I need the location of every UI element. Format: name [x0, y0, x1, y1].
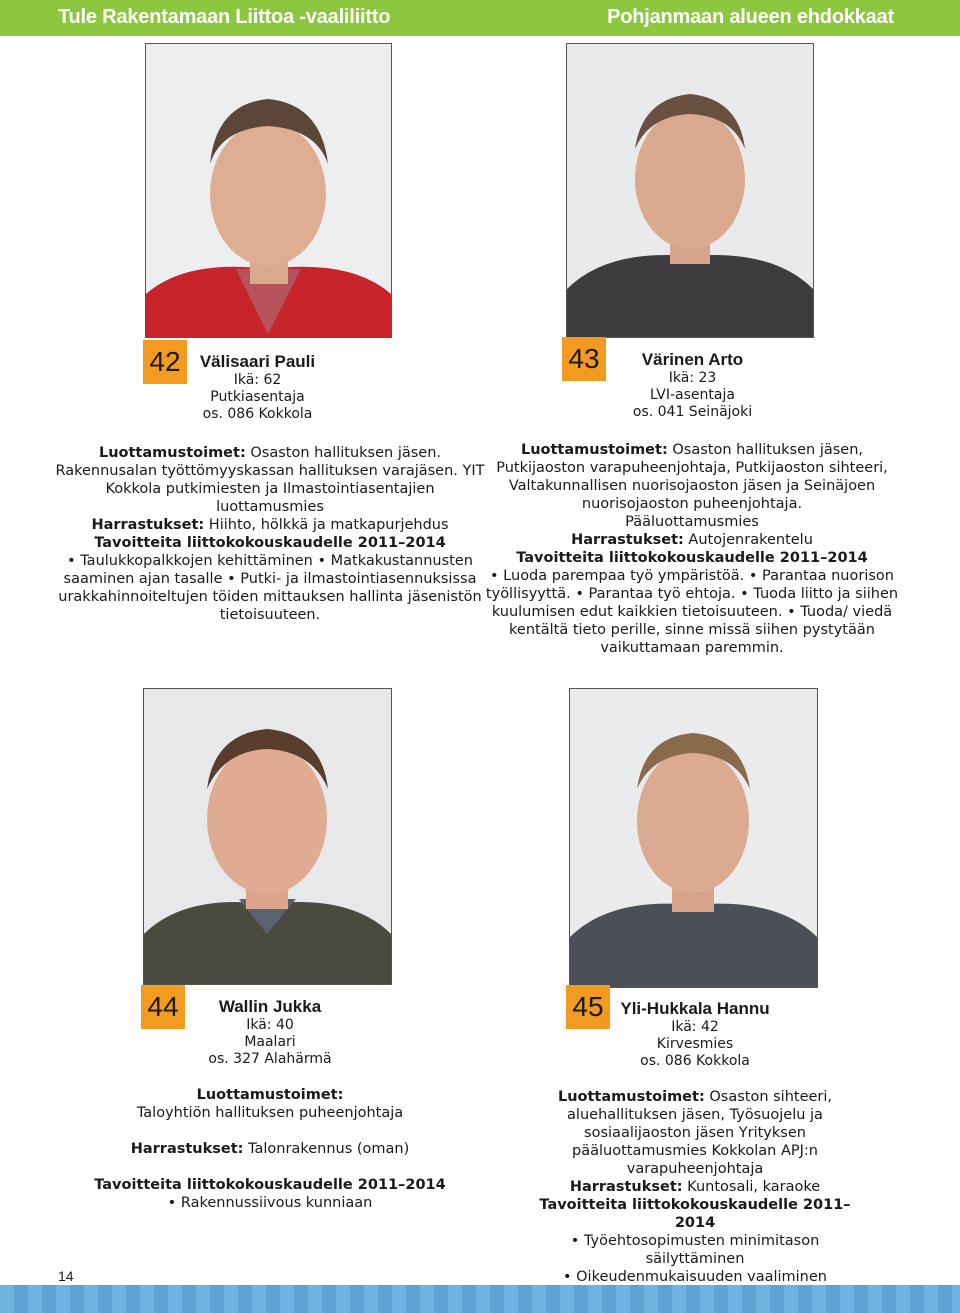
- positions-text: Osaston hallituksen jäsen, Putkijaoston varapuheenjohtaja, Putkijaoston sihteeri, Valtakunnallisen nuorisojaoston jäsen ja Seinäjoen nuorisojaoston puheenjohtaja.: [496, 442, 888, 512]
- goals-label: Tavoitteita liittokokouskaudelle 2011–2014: [516, 550, 868, 566]
- candidate-photo-44: [143, 688, 392, 985]
- candidate-description-45: [520, 1088, 870, 1286]
- candidate-occupation: Maalari: [244, 1034, 296, 1050]
- positions-text: Osaston hallituksen jäsen. Rakennusalan työttömyyskassan hallituksen varajäsen. YIT Kokkola putkimiesten ja Ilmastointiasentajien luottamusmies: [55, 445, 485, 515]
- hobbies-text: Hiihto, hölkkä ja matkapurjehdus: [204, 517, 449, 533]
- candidate-description-43: [482, 441, 902, 657]
- candidate-photo-42: [145, 43, 392, 338]
- goals-label: Tavoitteita liittokokouskaudelle 2011–2014: [94, 1177, 446, 1193]
- candidate-age: Ikä: 23: [668, 370, 717, 386]
- hobbies-text: Autojenrakentelu: [683, 532, 813, 548]
- candidate-name: Wallin Jukka: [218, 997, 322, 1016]
- positions-label: Luottamustoimet:: [98, 445, 246, 461]
- candidate-name: Yli-Hukkala Hannu: [620, 999, 770, 1018]
- positions-text: Osaston sihteeri, aluehallituksen jäsen, Työsuojelu ja sosiaalijaoston jäsen Yrityksen pääluottamusmies Kokkolan APJ:n varapuheenjohtaja: [567, 1089, 833, 1177]
- candidate-number-42: 42: [143, 340, 187, 384]
- header-left-title: Tule Rakentamaan Liittoa -vaaliliitto: [58, 6, 391, 28]
- hobbies-label: Harrastukset:: [130, 1141, 244, 1157]
- candidate-info-44: [200, 997, 340, 1068]
- hobbies-label: Harrastukset:: [569, 1179, 683, 1195]
- positions-label: Luottamustoimet:: [557, 1089, 705, 1105]
- candidate-number-44: 44: [141, 985, 185, 1029]
- candidate-branch: os. 086 Kokkola: [640, 1053, 750, 1069]
- candidate-photo-43: [566, 43, 814, 338]
- candidate-name: Välisaari Pauli: [199, 352, 316, 371]
- footer-bar: [0, 1285, 960, 1313]
- candidate-occupation: LVI-asentaja: [650, 387, 735, 403]
- candidate-description-44: [90, 1086, 450, 1212]
- candidate-info-45: [615, 999, 775, 1070]
- page-number: 14: [58, 1268, 74, 1284]
- candidate-info-42: [195, 352, 320, 423]
- extra-position-text: Pääluottamusmies: [625, 514, 759, 530]
- candidate-occupation: Putkiasentaja: [210, 389, 305, 405]
- hobbies-text: Talonrakennus (oman): [243, 1141, 410, 1157]
- goals-text: • Luoda parempaa työ ympäristöä. • Parantaa nuorison työllisyyttä. • Parantaa työ ehtoja. • Tuoda liitto ja siihen kuulumisen edut kaikkien tietoisuuteen. • Tuoda/ viedä kentältä tieto perille, sinne missä siihen pystytään vaikuttamaan paremmin.: [485, 568, 899, 656]
- goals-text: • Rakennussiivous kunniaan: [167, 1195, 373, 1211]
- positions-text: Taloyhtiön hallituksen puheenjohtaja: [136, 1105, 404, 1121]
- candidate-branch: os. 041 Seinäjoki: [632, 404, 753, 420]
- candidate-branch: os. 086 Kokkola: [202, 406, 313, 422]
- header-right-title: Pohjanmaan alueen ehdokkaat: [607, 6, 894, 28]
- candidate-photo-45: [569, 688, 818, 988]
- candidate-description-42: [55, 444, 485, 624]
- candidate-age: Ikä: 62: [233, 372, 282, 388]
- header-bar: [0, 0, 960, 36]
- candidate-number-43: 43: [562, 337, 606, 381]
- goals-line-1: • Työehtosopimusten minimitason säilyttäminen: [570, 1233, 820, 1267]
- goals-text: • Taulukkopalkkojen kehittäminen • Matkakustannusten saaminen ajan tasalle • Putki- ja ilmastointiasennuksissa urakkahinnoiteltujen töiden mittauksen hallinta jäsenistön tietoisuuteen.: [58, 553, 482, 623]
- goals-label: Tavoitteita liittokokouskaudelle 2011–2014: [539, 1197, 851, 1231]
- candidate-info-43: [625, 350, 760, 421]
- candidate-branch: os. 327 Alahärmä: [208, 1051, 332, 1067]
- candidate-age: Ikä: 40: [246, 1017, 294, 1033]
- goals-line-2: • Oikeudenmukaisuuden vaaliminen: [562, 1269, 827, 1285]
- candidate-age: Ikä: 42: [671, 1019, 719, 1035]
- candidate-number-45: 45: [566, 985, 610, 1029]
- candidate-name: Värinen Arto: [641, 350, 744, 369]
- positions-label: Luottamustoimet:: [520, 442, 668, 458]
- hobbies-text: Kuntosali, karaoke: [682, 1179, 821, 1195]
- positions-label: Luottamustoimet:: [196, 1087, 344, 1103]
- hobbies-label: Harrastukset:: [571, 532, 684, 548]
- candidate-occupation: Kirvesmies: [656, 1036, 734, 1052]
- hobbies-label: Harrastukset:: [91, 517, 205, 533]
- goals-label: Tavoitteita liittokokouskaudelle 2011–2014: [94, 535, 446, 551]
